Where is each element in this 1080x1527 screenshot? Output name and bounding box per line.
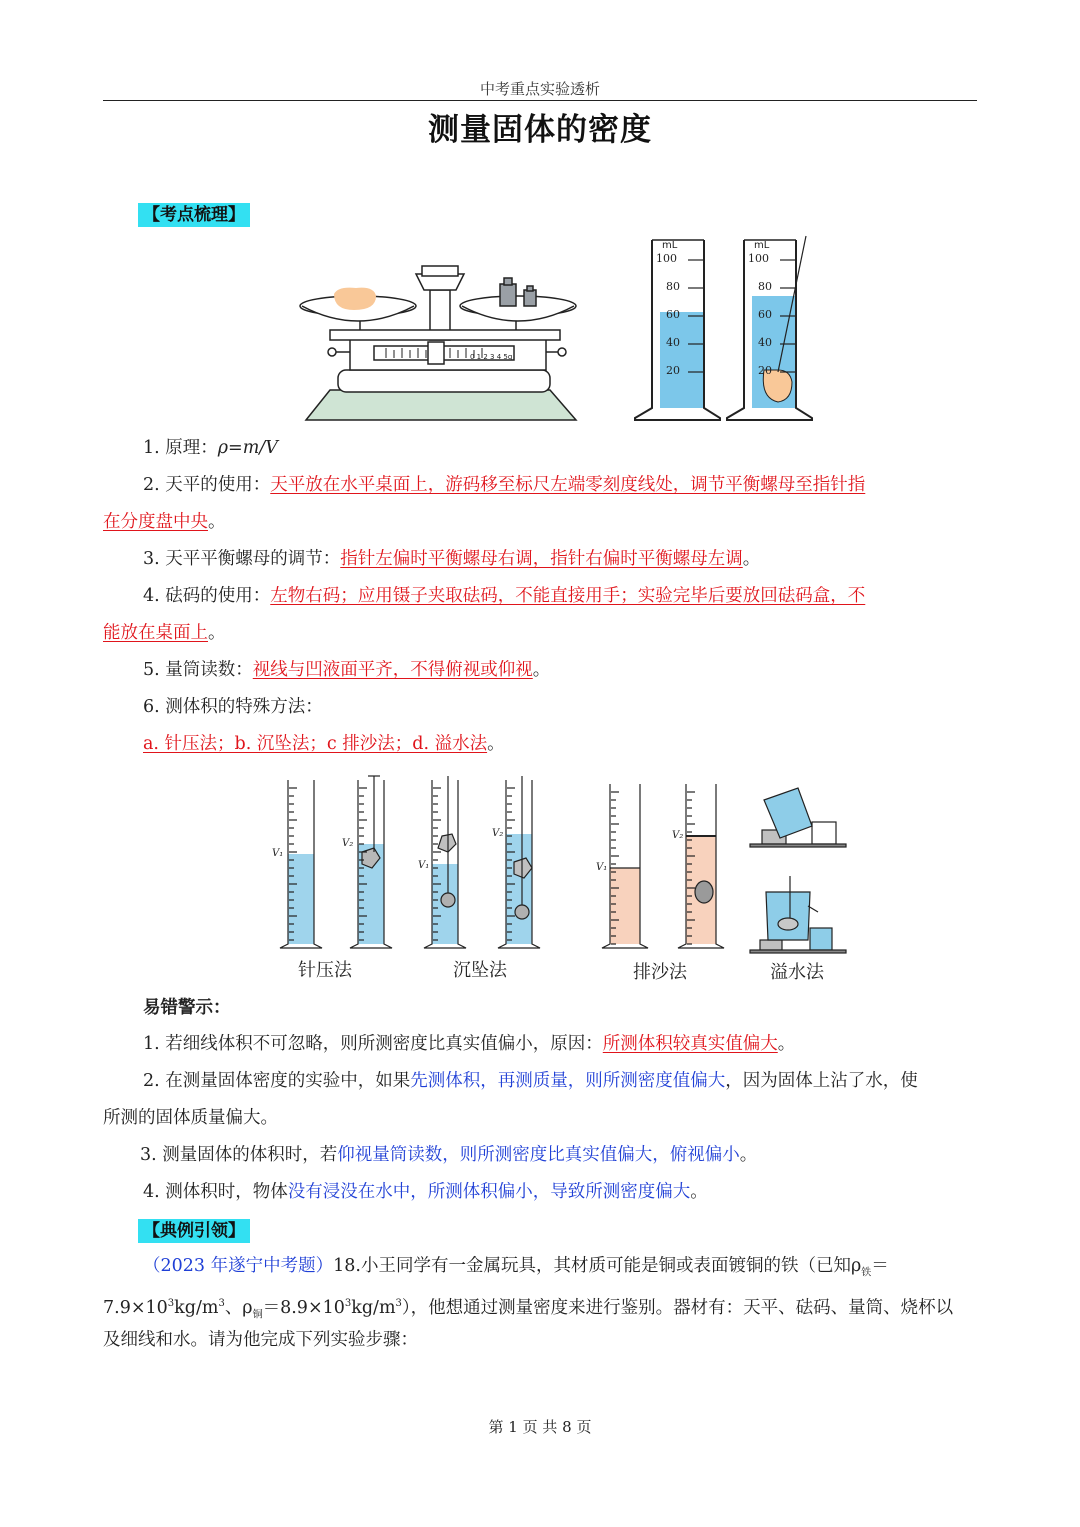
running-header: 中考重点实验透析 [479, 80, 600, 98]
figure-balance-cylinders [290, 230, 830, 430]
measuring-cylinder-1 [635, 240, 720, 420]
cyl2-tick-40: 40 [758, 336, 772, 349]
caption-sand-method: 排沙法 [633, 962, 687, 983]
page-title: 测量固体的密度 [428, 112, 652, 148]
cyl2-tick-100: 100 [748, 252, 769, 265]
cyl1-unit: mL [662, 240, 678, 251]
sand-method-cylinder-2 [678, 784, 724, 948]
warnings-heading: 易错警示： [143, 998, 231, 1018]
cyl2-unit: mL [754, 240, 770, 251]
caption-sinker-method: 沉坠法 [453, 960, 507, 981]
cyl2-tick-60: 60 [758, 308, 772, 321]
label-v2-b: V₂ [492, 828, 504, 839]
point-4-cont: 能放在桌面上。 [103, 623, 226, 643]
warning-2: 2. 在测量固体密度的实验中，如果先测体积，再测质量，则所测密度值偏大，因为固体上沾了水，使 [143, 1071, 918, 1091]
balance-illustration [300, 266, 576, 420]
point-3: 3. 天平平衡螺母的调节：指针左偏时平衡螺母右调，指针右偏时平衡螺母左调。 [143, 549, 761, 569]
needle-method-cylinder-2 [350, 776, 392, 948]
principle-formula: ρ=m/V [217, 438, 278, 458]
sinker-method-cylinder-2 [498, 776, 540, 948]
caption-overflow-method: 溢水法 [770, 962, 824, 983]
section-tag-text: 【考点梳理】 [138, 203, 250, 227]
sinker-method-cylinder-1 [424, 776, 466, 948]
label-v2-c: V₂ [672, 830, 684, 841]
label-v1-c: V₁ [596, 862, 608, 873]
example-line-2: $7.9\times 10^3kg/m^3$、$\rho_铜=8.9\times 10^3kg/m^3$），他想通过测量密度来进行鉴别。器材有：天平、砝码、量筒、烧杯以 [103, 1297, 954, 1321]
cyl2-tick-20: 20 [758, 364, 772, 377]
caption-needle-method: 针压法 [298, 960, 352, 981]
section-tag-kaodian [138, 200, 250, 225]
point-1: 1. 原理：ρ=m/V [143, 438, 278, 458]
section-tag-dianli [138, 1216, 250, 1241]
label-v1-b: V₁ [418, 860, 430, 871]
cyl1-tick-40: 40 [666, 336, 680, 349]
cyl1-tick-80: 80 [666, 280, 680, 293]
cyl1-tick-100: 100 [656, 252, 677, 265]
cyl1-tick-60: 60 [666, 308, 680, 321]
measuring-cylinder-2 [727, 236, 812, 420]
label-v2-a: V₂ [342, 838, 354, 849]
example-line-3: 及细线和水。请为他完成下列实验步骤： [103, 1330, 418, 1350]
cyl1-tick-20: 20 [666, 364, 680, 377]
point-2-cont: 在分度盘中央。 [103, 512, 226, 532]
label-v1-a: V₁ [272, 848, 284, 859]
example-source: （2023 年遂宁中考题） [143, 1256, 334, 1276]
example-line-1: （2023 年遂宁中考题）18.小王同学有一金属玩具，其材质可能是铜或表面镀铜的铁（已知$\rho_铁=$ [103, 1248, 977, 1292]
warning-2-cont: 所测的固体质量偏大。 [103, 1108, 278, 1128]
balance-ruler-label: 0 1 2 3 4 5g [470, 353, 513, 361]
cyl2-tick-80: 80 [758, 280, 772, 293]
point-4: 4. 砝码的使用：左物右码；应用镊子夹取砝码，不能直接用手；实验完毕后要放回砝码盒，不 [143, 586, 866, 606]
point-6: 6. 测体积的特殊方法： [143, 697, 323, 717]
section-tag-text: 【典例引领】 [138, 1219, 250, 1243]
warning-3: 3. 测量固体的体积时，若仰视量筒读数，则所测密度比真实值偏大，俯视偏小。 [140, 1145, 758, 1165]
needle-method-cylinder-1 [280, 780, 322, 948]
warning-4: 4. 测体积时，物体没有浸没在水中，所测体积偏小，导致所测密度偏大。 [143, 1182, 708, 1202]
overflow-method-illustration [750, 788, 846, 953]
point-6-methods: a. 针压法；b. 沉坠法；c 排沙法；d. 溢水法。 [143, 734, 505, 754]
header-rule [103, 100, 977, 101]
point-5: 5. 量筒读数：视线与凹液面平齐，不得俯视或仰视。 [143, 660, 551, 680]
sand-method-cylinder-1 [602, 784, 648, 948]
point-2: 2. 天平的使用：天平放在水平桌面上，游码移至标尺左端零刻度线处，调节平衡螺母至指针指 [143, 475, 866, 495]
page-number: 第 1 页 共 8 页 [488, 1418, 592, 1436]
warning-1: 1. 若细线体积不可忽略，则所测密度比真实值偏小，原因：所测体积较真实值偏大。 [143, 1034, 796, 1054]
